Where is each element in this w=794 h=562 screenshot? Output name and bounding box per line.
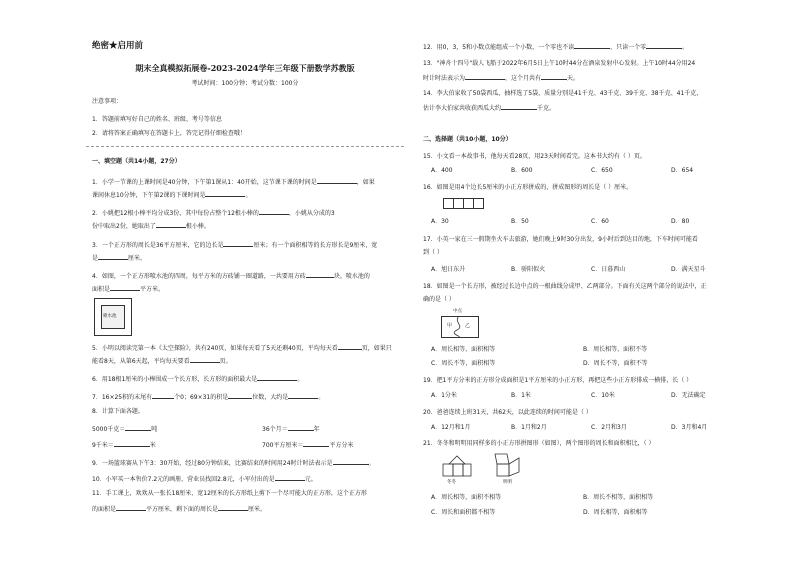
mingming-label: 明明 xyxy=(503,480,512,485)
q7-text-b: 个0；69×31的积是 xyxy=(174,394,229,401)
q5-line2 xyxy=(92,356,232,366)
q13-text-c: ，这个月共有 xyxy=(505,75,542,82)
fountain-figure xyxy=(94,298,132,336)
q18-option-a[interactable]: A．周长相等，面积相等 xyxy=(431,346,496,353)
q10-text-b: 元。 xyxy=(304,476,317,483)
q7-text-c: 位数，大约是 xyxy=(252,394,289,401)
q11-text-b: 的面积是 xyxy=(92,506,117,513)
q2-line1 xyxy=(92,208,335,218)
divider xyxy=(86,146,404,147)
q21-option-d[interactable]: D．周长相等，面积相等 xyxy=(583,509,648,516)
q20-option-d[interactable]: D．3月和4月 xyxy=(671,424,708,431)
q21-option-c[interactable]: C．周长和面积都不相等 xyxy=(431,509,496,516)
q1-text-d: 。 xyxy=(245,192,252,199)
q13-line1: 13．"神舟十四号"载人飞船于2022年6月5日上午10时44分在酒泉发射中心发射。上午10时44分用24 xyxy=(423,60,696,67)
q8a-unit: 吨 xyxy=(151,426,158,433)
answer-blank[interactable] xyxy=(338,343,362,350)
q19-option-c[interactable]: C．10米 xyxy=(591,392,615,399)
q4-line1 xyxy=(92,271,370,281)
secret-label: 绝密★启用前 xyxy=(92,41,144,51)
section-1-title: 一、填空题（共14小题，27分） xyxy=(92,158,181,165)
answer-blank[interactable] xyxy=(205,190,245,197)
answer-blank[interactable] xyxy=(646,42,682,49)
answer-blank[interactable] xyxy=(98,253,128,260)
q10-text-a: 10．小军买一本售价7.2元的画册，营业员找回2.8元，小军付出的是 xyxy=(92,476,275,483)
q8c-unit: 米 xyxy=(149,442,156,449)
q8c-text: 9千米＝ xyxy=(92,442,114,449)
q6-text-a: 6．用18根1厘米的小棒围成一个长方形，长方形的面积最大是 xyxy=(92,376,258,383)
q8b-text: 36个月＝ xyxy=(262,426,288,433)
answer-blank[interactable] xyxy=(257,374,297,381)
q17-option-b[interactable]: B．骄阳似火 xyxy=(511,266,546,273)
q8-item-c xyxy=(92,440,156,450)
q11-text-c: 平方厘米，剩下面的周长是 xyxy=(146,506,219,513)
answer-blank[interactable] xyxy=(218,504,248,511)
q12-text-a: 12．用0，3，5和小数点能组成一个小数，一个零也不读 xyxy=(423,44,575,51)
q20-option-a[interactable]: A．12月和1月 xyxy=(431,424,471,431)
q8-title: 8．计算下面各题。 xyxy=(92,408,144,415)
q14-text-b: 估计李大伯家共收获西瓜大约 xyxy=(423,105,502,112)
fountain-label: 喷水池 xyxy=(103,314,117,319)
answer-blank[interactable] xyxy=(501,103,537,110)
q16-option-c[interactable]: C．60 xyxy=(591,218,609,225)
q17-line1: 17．小英一家在三一假期坐火车去旅游，她们晚上9时30分出发，9小时后到达目的地，下车时间可能看 xyxy=(423,236,698,243)
q3-line2 xyxy=(92,253,146,263)
q8a-text: 5000千克＝ xyxy=(92,426,126,433)
answer-blank[interactable] xyxy=(156,221,186,228)
answer-blank[interactable] xyxy=(110,284,140,291)
rectangle-figure xyxy=(441,308,481,340)
q3-text-c: 是 xyxy=(92,255,99,262)
q2-text-a: 2．小姚把12根小棒平均分成3份，其中每份占整个12根小棒的 xyxy=(92,210,259,217)
q3-text-b: 厘米；有一个面积相等的长方形长是9厘米，宽 xyxy=(253,242,378,249)
q1-text-b: ，如果 xyxy=(356,179,375,186)
midpoint-label: 中点 xyxy=(453,309,462,314)
q8b-unit: 年 xyxy=(313,426,320,433)
q3-text-d: 厘米。 xyxy=(128,255,147,262)
q17-line2: 到（ ） xyxy=(423,249,443,256)
notice-item-1: 1．答题前填写好自己的姓名、班级、考号等信息 xyxy=(92,116,222,123)
q20-stem: 20．爸爸连续上班31天，共62天，以此连续的时间可能是（ ） xyxy=(423,409,592,416)
q7-line xyxy=(92,392,324,402)
answer-blank[interactable] xyxy=(228,392,252,399)
dongdong-label: 冬冬 xyxy=(447,480,456,485)
q7-text-d: 。 xyxy=(318,394,325,401)
q8d-unit: 平方分米 xyxy=(329,442,354,449)
q19-option-a[interactable]: A．1分米 xyxy=(431,392,457,399)
notice-title: 注意事项： xyxy=(92,98,123,105)
q4-text-b: 块。喷水池的 xyxy=(333,273,370,280)
q3-line1 xyxy=(92,240,377,250)
answer-blank[interactable] xyxy=(114,440,150,447)
q14-line2 xyxy=(423,103,555,113)
q8-item-a xyxy=(92,424,157,434)
answer-blank[interactable] xyxy=(223,240,253,247)
q8-item-d xyxy=(262,440,353,450)
q6-text-b: 。 xyxy=(297,376,304,383)
q1-text-a: 1．小学一节课的上课时间是40分钟，下午第1课从1：40开始，这节课下课的时间是 xyxy=(92,179,317,186)
q13-text-b: 时计时法表示为 xyxy=(423,75,466,82)
answer-blank[interactable] xyxy=(303,440,329,447)
q5-text-c: 能看8天，从第6天起，平均每天要看 xyxy=(92,358,190,365)
q21-option-b[interactable]: B．周长不相等，面积相等 xyxy=(583,494,654,501)
part-jia-label: 甲 xyxy=(447,323,453,329)
q4-text-a: 4．如图，一个正方形喷水池的四周，每平方米的方砖铺一圈道路，一共要用方砖 xyxy=(92,273,306,280)
answer-blank[interactable] xyxy=(275,474,305,481)
answer-blank[interactable] xyxy=(465,73,505,80)
q12-text-c: 。 xyxy=(682,44,689,51)
q10-line xyxy=(92,474,317,484)
q16-option-d[interactable]: D．80 xyxy=(671,218,690,225)
q14-text-c: 千克。 xyxy=(537,105,556,112)
q9-text-a: 9．一场篮球赛从下午3：30开始，经过80分钟结束，比赛结束的时间用24时计时法表示是 xyxy=(92,460,333,467)
q19-option-b[interactable]: B．1米 xyxy=(511,392,531,399)
section-2-title: 二、选择题（共10小题，10分） xyxy=(423,136,512,143)
answer-blank[interactable] xyxy=(190,356,220,363)
q5-line1 xyxy=(92,343,392,353)
answer-blank[interactable] xyxy=(152,392,174,399)
answer-blank[interactable] xyxy=(317,177,357,184)
notice-item-2: 2．请将答案正确填写在答题卡上，答完记得仔细检查哦！ xyxy=(92,130,246,137)
q20-option-b[interactable]: B．1月和2月 xyxy=(511,424,547,431)
q19-option-d[interactable]: D．无法确定 xyxy=(671,392,706,399)
exam-subtitle: 考试时间：100分钟；考试分数：100分 xyxy=(191,80,299,87)
q2-text-d: 根小棒。 xyxy=(185,223,210,230)
q11-line1: 11．手工课上，欢欢从一张长18厘米、宽12厘米的长方形纸上剪下一个尽可能大的正方形，这个正方形 xyxy=(92,490,367,497)
q8-item-b xyxy=(262,424,320,434)
q2-text-c: 份中取出2份，她取出了 xyxy=(92,223,156,230)
answer-blank[interactable] xyxy=(333,458,369,465)
q15-option-b[interactable]: B．600 xyxy=(511,167,533,174)
q18-option-b[interactable]: B．周长相等，面积不等 xyxy=(583,346,648,353)
q18-option-c[interactable]: C．周长不等，面积相等 xyxy=(431,360,496,367)
mingming-shape xyxy=(495,454,519,476)
q12-text-b: ，只读一个零 xyxy=(610,44,647,51)
q14-line1: 14．李大伯家收了50袋西瓜，抽样选了5袋，质量分别是41千克、43千克、39千克、38千克、41千克， xyxy=(423,90,703,97)
q17-option-a[interactable]: A．旭日东升 xyxy=(431,266,466,273)
q1-line1 xyxy=(92,177,375,187)
q5-text-b: 页，如果只 xyxy=(361,345,392,352)
q21-stem: 21．冬冬和明明用同样多的小正方形拼图形（如图），两个图形的周长和面积相比，（ ） xyxy=(423,440,655,447)
q6-line xyxy=(92,374,303,384)
q17-option-d[interactable]: D．满天星斗 xyxy=(671,266,706,273)
q13-text-d: 天。 xyxy=(567,75,580,82)
q5-text-a: 5．小明以阅读完第一本《太空探险》，共有240页，如果每天看了5天还剩40页，平均每天看 xyxy=(92,345,338,352)
q15-option-c[interactable]: C．650 xyxy=(591,167,613,174)
q11-text-d: 厘米。 xyxy=(248,506,267,513)
q3-text-a: 3．一个正方形的周长是36平方厘米，它的边长是 xyxy=(92,242,224,249)
exam-title: 期末全真模拟拓展卷-2023-2024学年三年级下册数学苏教版 xyxy=(135,63,355,73)
q18-line2: 确的是（ ） xyxy=(423,296,455,303)
q2-line2 xyxy=(92,221,210,231)
q15-stem: 15．小文看一本故事书，他每天看28页，用23天时间看完。这本书大约有（ ）页。 xyxy=(423,153,646,160)
q17-option-c[interactable]: C．日暮西山 xyxy=(591,266,626,273)
q11-line2 xyxy=(92,504,266,514)
q18-option-d[interactable]: D．周长不等，面积不等 xyxy=(583,360,648,367)
q13-line2 xyxy=(423,73,579,83)
answer-blank[interactable] xyxy=(288,392,318,399)
q8d-text: 700平方厘米＝ xyxy=(262,442,304,449)
q16-stem: 16．如图是用4个边长5厘米的小正方形拼成的，拼成图形的周长是（ ）厘米。 xyxy=(423,184,633,191)
answer-blank[interactable] xyxy=(116,504,146,511)
answer-blank[interactable] xyxy=(125,424,151,431)
q1-text-c: 课间休息10分钟，下午第2课的下课时间是 xyxy=(92,192,206,199)
dongdong-shape xyxy=(443,456,471,476)
q15-option-a[interactable]: A．400 xyxy=(431,167,453,174)
q2-text-b: ，小姚从分成的3 xyxy=(288,210,335,217)
fountain-pool xyxy=(101,305,125,329)
q4-line2 xyxy=(92,284,164,294)
answer-blank[interactable] xyxy=(306,271,334,278)
q16-option-a[interactable]: A．30 xyxy=(431,218,449,225)
q4-text-d: 平方米。 xyxy=(140,286,165,293)
q5-text-d: 页。 xyxy=(219,358,232,365)
part-yi-label: 乙 xyxy=(465,323,471,329)
q20-option-c[interactable]: C．2月和3月 xyxy=(591,424,627,431)
q1-line2 xyxy=(92,190,251,200)
q4-text-c: 面积是 xyxy=(92,286,111,293)
q12-line xyxy=(423,42,688,52)
answer-blank[interactable] xyxy=(259,208,289,215)
q18-line1: 18．如图是一个长方形，被经过长边中点的一根曲线分成甲、乙两部分。下面有关这两个部分的说法中，正 xyxy=(423,283,707,290)
q9-text-b: 。 xyxy=(368,460,375,467)
square-4 xyxy=(473,198,484,209)
q19-stem: 19．把1平方分米的正方形分成面积是1平方厘米的小正方形，再把这些小正方形排成一横排，长（ ） xyxy=(423,377,693,384)
q15-option-d[interactable]: D．654 xyxy=(671,167,694,174)
answer-blank[interactable] xyxy=(288,424,314,431)
q21-option-a[interactable]: A．周长相等，面积不相等 xyxy=(431,494,502,501)
answer-blank[interactable] xyxy=(574,42,610,49)
q16-option-b[interactable]: B．50 xyxy=(511,218,529,225)
q7-text-a: 7．16×25积的末尾有 xyxy=(92,394,153,401)
answer-blank[interactable] xyxy=(541,73,567,80)
q9-line xyxy=(92,458,375,468)
